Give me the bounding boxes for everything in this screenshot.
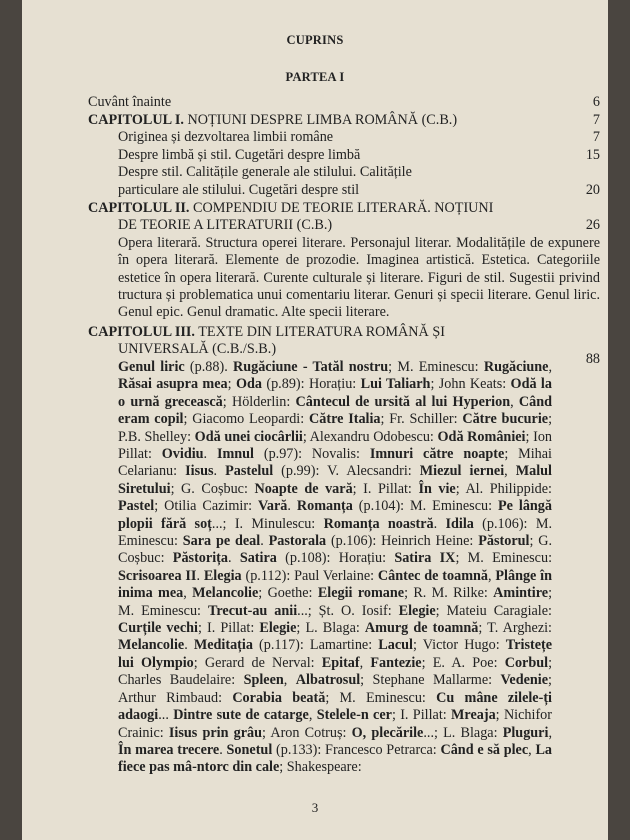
work-title: Trecut-au anii — [207, 602, 298, 619]
work-title: Plânge în inima mea — [118, 567, 553, 602]
toc-subentry — [88, 147, 600, 165]
text-run: . — [184, 637, 194, 654]
text-run: , — [510, 393, 519, 410]
text-run: ; Al. Philippide: — [455, 480, 552, 497]
text-run: ; Goethe: — [258, 585, 318, 602]
work-title: Pastel — [118, 498, 155, 515]
text-run: ; R. M. Rilke: — [404, 585, 494, 602]
work-title: Elegie — [398, 602, 436, 619]
work-title: Cântecul de ursită al lui Hyperion — [295, 393, 511, 410]
work-title: Păstorița — [172, 550, 228, 567]
work-title: Stelele-n cer — [316, 707, 392, 724]
text-run: ; Otilia Cazimir: — [154, 498, 258, 515]
work-title: Pe lângă plopii fără soț — [118, 498, 552, 532]
text-run: ; Hölderlin: — [222, 393, 296, 410]
work-title: Dintre sute de catarge — [173, 707, 309, 724]
entry-page: 7 — [592, 111, 600, 128]
work-title: Tristețe lui Olympio — [118, 637, 553, 671]
text-run: ; G. Coșbuc: — [170, 480, 255, 497]
text-run: (p.117): Lamartine: — [252, 637, 379, 654]
work-title: Păstorul — [478, 533, 530, 550]
text-run: , — [359, 654, 371, 671]
toc-list — [88, 94, 600, 777]
work-title: Odă la o urnă grecească — [118, 376, 552, 410]
text-run: . — [219, 741, 227, 758]
text-run: ; Alexandru Odobescu: — [302, 428, 438, 445]
toc-entry-foreword — [88, 94, 600, 112]
work-title: Imnuri către noapte — [369, 446, 505, 462]
work-title: Iisus — [185, 463, 214, 480]
text-run: ; — [227, 376, 236, 393]
text-run: ; Nichifor Crainic: — [118, 707, 553, 741]
toc-title: CUPRINS — [286, 33, 344, 47]
work-title: La fiece pas mâ-ntorc din cale — [118, 741, 553, 776]
work-title: Rugăciune — [483, 358, 549, 375]
text-run: . — [213, 463, 226, 480]
text-run: ; Shakespeare: — [279, 759, 362, 776]
work-title: Pastorala — [268, 533, 327, 550]
text-run: ; M. Eminescu: — [118, 585, 553, 619]
work-title: Vedenie — [500, 672, 549, 689]
text-run: ; Fr. Schiller: — [380, 411, 463, 428]
text-run: ; Arthur Rimbaud: — [118, 672, 552, 706]
chapter-3-contents — [118, 359, 552, 777]
text-run: ; I. Pillat: — [197, 620, 260, 637]
work-title: Către bucurie — [462, 411, 549, 428]
entry-label: Despre limbă și stil. Cugetări despre limbă — [118, 146, 361, 163]
work-title: Idila — [445, 515, 474, 532]
text-run: ; M. Eminescu: — [325, 689, 437, 706]
work-title: Corabia beată — [232, 689, 326, 706]
work-title: Scrisoarea II — [118, 567, 197, 584]
work-title: Satira — [239, 550, 277, 567]
chapter-number: CAPITOLUL III. — [88, 323, 195, 340]
text-run: . — [203, 446, 217, 462]
work-title: Vară — [257, 498, 288, 515]
part-heading: PARTEA I — [285, 70, 345, 84]
text-run: ; Aron Cotruș: — [262, 724, 352, 741]
text-run: . — [260, 533, 269, 550]
work-title: Când e să plec — [440, 741, 529, 758]
text-run: ; John Keats: — [430, 376, 511, 393]
text-run: ; Gerard de Nerval: — [193, 654, 322, 671]
work-title: Curțile vechi — [118, 620, 198, 637]
work-title: Lacul — [378, 637, 413, 654]
text-run: ; Mihai Celarianu: — [118, 446, 553, 480]
text-run: (p.112): Paul Verlaine: — [241, 567, 378, 584]
text-run: (p.99): V. Alecsandri: — [273, 463, 420, 480]
toc-subentry — [88, 129, 600, 147]
work-title: Corbul — [504, 654, 549, 671]
entry-label: particulare ale stilului. Cugetări despre stil — [118, 181, 360, 198]
text-run: ; Victor Hugo: — [412, 637, 506, 654]
work-title: Când eram copil — [118, 393, 553, 428]
text-run: ; Charles Baudelaire: — [118, 654, 553, 689]
work-title: O, plecările — [351, 724, 424, 741]
work-title: Fantezie — [370, 654, 422, 671]
work-title: Albatrosul — [295, 672, 361, 689]
work-title: Răsai asupra mea — [118, 376, 228, 393]
work-title: Mreaja — [451, 707, 496, 724]
text-run: ...; L. Blaga: — [423, 724, 503, 741]
chapter-number: CAPITOLUL II. — [88, 199, 190, 216]
chapter-title-cont: UNIVERSALĂ (C.B./S.B.) — [118, 341, 277, 358]
entry-page: 26 — [585, 217, 600, 234]
text-run: . — [287, 498, 297, 515]
text-run: ; M. Eminescu: — [455, 550, 553, 567]
work-title: Pastelul — [225, 463, 274, 480]
text-run: ...; I. Minulescu: — [211, 515, 324, 532]
work-title: Rugăciune - Tatăl nostru — [232, 358, 389, 375]
work-title: Romanța — [296, 498, 353, 515]
text-run: , — [504, 463, 516, 480]
work-title: Oda — [235, 376, 262, 393]
text-run: ; T. Arghezi: — [478, 620, 552, 637]
text-run: , — [183, 585, 193, 602]
work-title: Noapte de vară — [254, 480, 353, 497]
work-title: Miezul iernei — [419, 463, 505, 480]
toc-entry-chapter-1 — [88, 112, 600, 130]
work-title: Cântec de toamnă — [377, 567, 488, 584]
work-title: Odă României — [437, 428, 526, 445]
work-title: Amurg de toamnă — [364, 620, 479, 637]
text-run: (p.104): M. Eminescu: — [352, 498, 498, 515]
work-title: Imnul — [216, 446, 254, 462]
work-title: Genul liric — [118, 358, 185, 375]
text-run: ; I. Pillat: — [352, 480, 419, 497]
text-run: , — [308, 707, 317, 724]
work-title: Amintire — [493, 585, 549, 602]
text-run: ...; Șt. O. Iosif: — [297, 602, 399, 619]
entry-label: Originea și dezvoltarea limbii române — [118, 129, 334, 146]
entry-page: 20 — [585, 181, 600, 198]
work-title: Sonetul — [226, 741, 273, 758]
toc-entry-chapter-2 — [88, 200, 600, 218]
text-run: , — [548, 724, 552, 741]
text-run: (p.133): Francesco Petrarca: — [272, 741, 441, 758]
entry-label: Despre stil. Calitățile generale ale stilului. Calitățile — [118, 164, 412, 181]
work-title: Sara pe deal — [182, 533, 261, 550]
text-run: . — [227, 550, 240, 567]
text-run: (p.97): Novalis: — [254, 446, 370, 462]
chapter-number: CAPITOLUL I. — [88, 111, 184, 128]
work-title: Melancolie — [118, 637, 185, 654]
text-run: ; P.B. Shelley: — [118, 411, 553, 445]
chapter-title: NOȚIUNI DESPRE LIMBA ROMÂNĂ (C.B.) — [183, 111, 458, 128]
text-run: ; E. A. Poe: — [421, 654, 505, 671]
text-run: (p.106): Heinrich Heine: — [326, 533, 479, 550]
text-run: ; M. Eminescu: — [388, 358, 484, 375]
text-run: , — [548, 358, 553, 375]
text-run: (p.88). — [184, 358, 233, 375]
text-run: ; Ion Pillat: — [118, 428, 553, 462]
work-title: Spleen — [243, 672, 284, 689]
toc-subentry — [88, 164, 600, 182]
work-title: Meditația — [193, 637, 253, 654]
text-run: . — [433, 515, 446, 532]
book-page — [22, 0, 608, 840]
text-run: , — [528, 741, 536, 758]
text-run: ... — [158, 707, 174, 724]
chapter-2-summary: Opera literară. Structura operei literare. Personajul literar. Modalitățile de expunere în opera literară. Elemente de prozodie. Imaginea artistică. Estetica. Categoriile estetice în opera literară. Curente culturale și literare. Figuri de stil. Sugestii privind tructura și problematica unui comentariu literar. Genuri și specii literare. Genul liric. Genul epic. Genul dramatic. Alte specii literare. — [118, 234, 600, 321]
work-title: Lui Taliarh — [360, 376, 431, 393]
work-title: Cu mâne zilele-ți adaogi — [118, 689, 552, 724]
text-run: ; I. Pillat: — [391, 707, 452, 724]
text-run: ; G. Coșbuc: — [118, 533, 553, 567]
text-run: (p.108): Horațiu: — [276, 550, 395, 567]
work-title: În marea trecere — [118, 741, 220, 758]
text-run: ; L. Blaga: — [296, 620, 365, 637]
work-title: Elegia — [203, 567, 242, 584]
work-title: Iisus prin grâu — [168, 724, 262, 741]
work-title: Elegii romane — [317, 585, 405, 602]
work-title: Romanța noastră — [323, 515, 434, 532]
entry-page: 7 — [592, 129, 600, 146]
chapter-title-cont: DE TEORIE A LITERATURII (C.B.) — [118, 217, 333, 234]
chapter-title: COMPENDIU DE TEORIE LITERARĂ. NOȚIUNI — [189, 199, 494, 216]
work-title: În vie — [418, 480, 456, 497]
text-run: . — [196, 567, 204, 584]
text-run: (p.89): Horațiu: — [261, 376, 361, 393]
entry-page: 6 — [592, 94, 600, 110]
work-title: Odă unei ciocârlii — [194, 428, 303, 445]
toc-subentry-cont — [88, 182, 600, 200]
page-number: 3 — [311, 800, 319, 815]
text-run: , — [283, 672, 296, 689]
work-title: Satira IX — [394, 550, 456, 567]
chapter-title: TEXTE DIN LITERATURA ROMÂNĂ ȘI — [194, 323, 445, 340]
text-run: ; Giacomo Leopardi: — [183, 411, 309, 428]
toc-entry-chapter-3 — [88, 324, 600, 342]
text-run: ; Stephane Mallarme: — [360, 672, 501, 689]
work-title: Pluguri — [502, 724, 549, 741]
toc-entry-chapter-2-cont — [88, 217, 600, 235]
work-title: Malul Siretului — [118, 463, 552, 497]
text-run: (p.106): M. Eminescu: — [118, 515, 552, 550]
entry-label: Cuvânt înainte — [88, 94, 172, 110]
entry-page: 88 — [585, 351, 600, 368]
text-run: , — [488, 567, 496, 584]
work-title: Epitaf — [321, 654, 360, 671]
work-title: Elegie — [259, 620, 297, 637]
work-title: Ovidiu — [161, 446, 204, 462]
entry-page: 15 — [585, 146, 600, 163]
work-title: Melancolie — [192, 585, 259, 602]
text-run: ; Mateiu Caragiale: — [435, 602, 552, 619]
work-title: Către Italia — [309, 411, 381, 428]
